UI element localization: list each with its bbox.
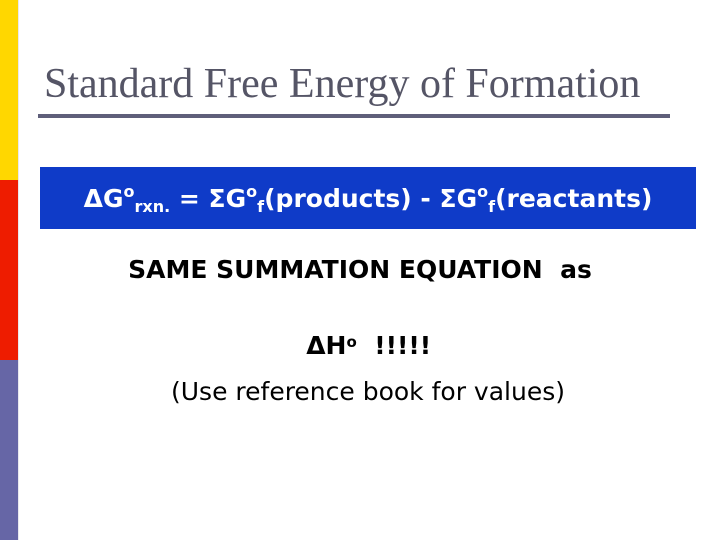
eq-lhs-symbol: ΔG — [83, 183, 124, 213]
accent-bar-yellow — [0, 0, 18, 180]
eq-sum2-superscript: o — [477, 181, 489, 201]
eq-sum1-symbol: ΣG — [208, 183, 247, 213]
statement-symbol: ΔH — [306, 331, 347, 360]
title-underline — [38, 114, 670, 118]
eq-sum1-subscript: f — [257, 196, 265, 216]
eq-sum1-superscript: o — [246, 181, 258, 201]
statement-exclamations: !!!!! — [356, 331, 432, 360]
equation-box — [40, 167, 696, 229]
eq-sum2-text: (reactants) — [495, 183, 653, 213]
statement-line-2 — [0, 302, 720, 360]
eq-sum2-subscript: f — [488, 196, 496, 216]
statement-line-1: SAME SUMMATION EQUATION as — [128, 255, 592, 284]
eq-sum1-text: (products) - — [264, 183, 440, 213]
eq-sum2-symbol: ΣG — [439, 183, 478, 213]
eq-equals: = — [170, 183, 209, 213]
eq-lhs-superscript: o — [123, 181, 135, 201]
slide-title: Standard Free Energy of Formation — [44, 61, 641, 107]
eq-lhs-subscript: rxn. — [134, 196, 171, 216]
reference-note: (Use reference book for values) — [171, 377, 565, 406]
statement-superscript: o — [346, 333, 357, 351]
